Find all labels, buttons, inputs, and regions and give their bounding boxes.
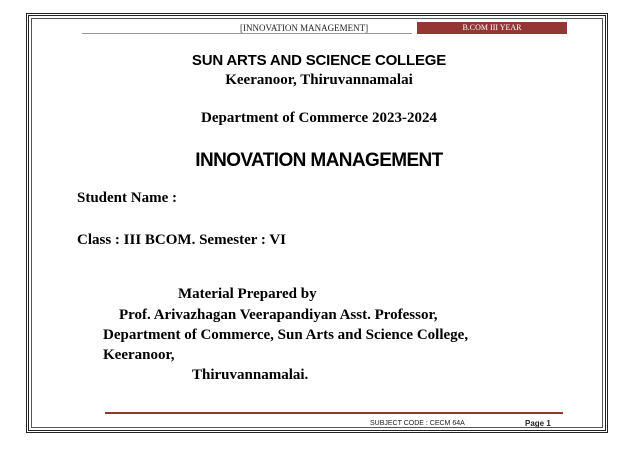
author-department: Department of Commerce, Sun Arts and Science College, (103, 327, 469, 343)
college-name: SUN ARTS AND SCIENCE COLLEGE (191, 52, 447, 69)
header-rule (82, 33, 412, 34)
footer-rule (105, 412, 563, 414)
prepared-by: Material Prepared by (178, 286, 317, 302)
student-name-label: Student Name : (77, 190, 177, 206)
author-place-line-2: Thiruvannamalai. (192, 367, 309, 383)
header-title: [INNOVATION MANAGEMENT] (240, 23, 369, 33)
department-year: Department of Commerce 2023-2024 (201, 110, 437, 126)
college-place: Keeranoor, Thiruvannamalai (225, 72, 413, 88)
author-place-line-1: Keeranoor, (103, 347, 175, 363)
footer-subject-code: SUBJECT CODE : CECM 64A (370, 420, 465, 427)
footer-page-number: Page 1 (525, 419, 551, 428)
subject-title: INNOVATION MANAGEMENT (195, 150, 443, 171)
header-year-badge: B.COM III YEAR (417, 22, 567, 34)
author-name: Prof. Arivazhagan Veerapandiyan Asst. Professor, (119, 307, 438, 323)
class-semester: Class : III BCOM. Semester : VI (77, 232, 287, 248)
